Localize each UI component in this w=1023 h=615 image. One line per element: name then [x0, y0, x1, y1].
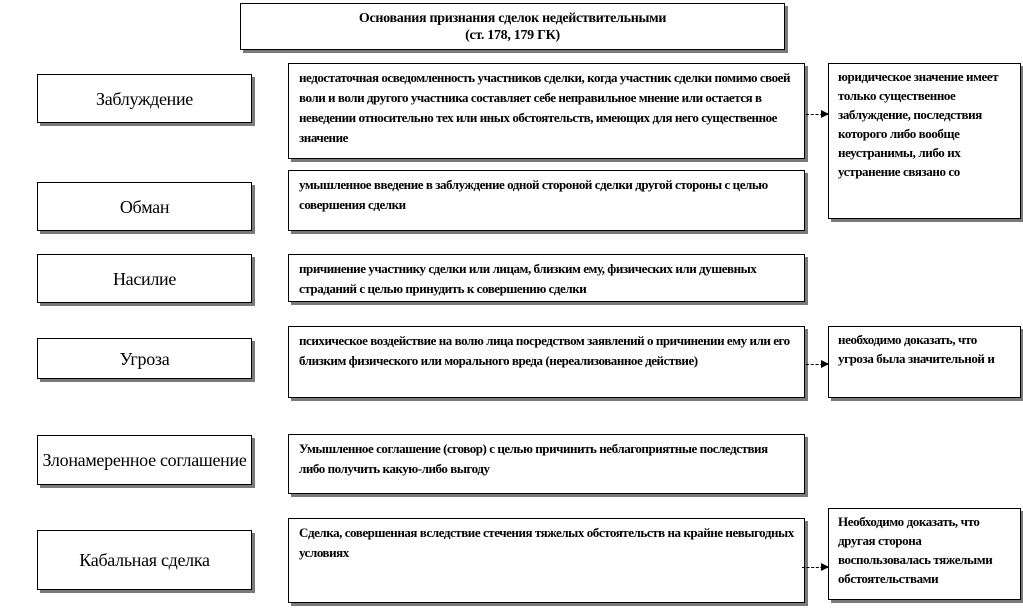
note-box-kabalnaya-sdelka [828, 508, 1021, 600]
term-label: Насилие [112, 268, 177, 289]
description-box-zabluzhdenie [288, 63, 805, 159]
description-text: Умышленное соглашение (сговор) с целью причинить неблагоприятные последствия либо получить какую-либо выгоду [299, 441, 768, 476]
description-text: Сделка, совершенная вследствие стечения тяжелых обстоятельств на крайне невыгодных условиях [299, 525, 794, 560]
title-line-2: (ст. 178, 179 ГК) [465, 28, 560, 43]
term-box-obman [37, 182, 252, 231]
term-label: Обман [119, 196, 170, 217]
description-box-zlonamerennoe-soglashenie [288, 434, 805, 494]
arrow-connector-kabalnaya-sdelka [802, 567, 828, 568]
term-label: Заблуждение [95, 88, 193, 109]
description-text: психическое воздействие на волю лица посредством заявлений о причинении ему или его близким физического или морального вреда (нереализованное действие) [299, 333, 790, 368]
term-box-zlonamerennoe-soglashenie [37, 435, 252, 485]
note-box-zabluzhdenie [828, 63, 1021, 219]
note-text: юридическое значение имеет только существенное заблуждение, последствия которого либо вообще неустранимы, либо их устранение связано со [838, 69, 999, 179]
arrow-connector-ugroza [806, 364, 828, 365]
description-text: причинение участнику сделки или лицам, близким ему, физических или душевных страданий с целью принудить к совершению сделки [299, 261, 757, 296]
term-label: Злонамеренное соглашение [42, 450, 247, 470]
description-box-obman [288, 170, 805, 231]
term-box-nasilie [37, 254, 252, 303]
diagram-title [240, 3, 785, 50]
description-text: недостаточная осведомленность участников сделки, когда участник сделки помимо своей воли и воли другого участника составляет себе неправильное мнение или остается в неведении относительно тех или иных обстоятельств, имеющих для него существенное значение [299, 70, 791, 145]
note-box-ugroza [828, 326, 1021, 398]
description-text: умышленное введение в заблуждение одной стороной сделки другой стороны с целью совершения сделки [299, 177, 768, 212]
description-box-kabalnaya-sdelka [288, 518, 805, 603]
title-line-1: Основания признания сделок недействительными [358, 11, 667, 26]
term-box-zabluzhdenie [37, 74, 252, 123]
arrow-connector-zabluzhdenie [806, 114, 828, 115]
description-box-nasilie [288, 254, 805, 302]
description-box-ugroza [288, 326, 805, 398]
term-box-ugroza [37, 338, 252, 379]
term-box-kabalnaya-sdelka [37, 530, 252, 590]
note-text: необходимо доказать, что угроза была значительной и [838, 332, 995, 366]
note-text: Необходимо доказать, что другая сторона воспользовалась тяжелыми обстоятельствами [838, 514, 993, 586]
term-label: Кабальная сделка [79, 550, 210, 570]
term-label: Угроза [119, 348, 170, 369]
